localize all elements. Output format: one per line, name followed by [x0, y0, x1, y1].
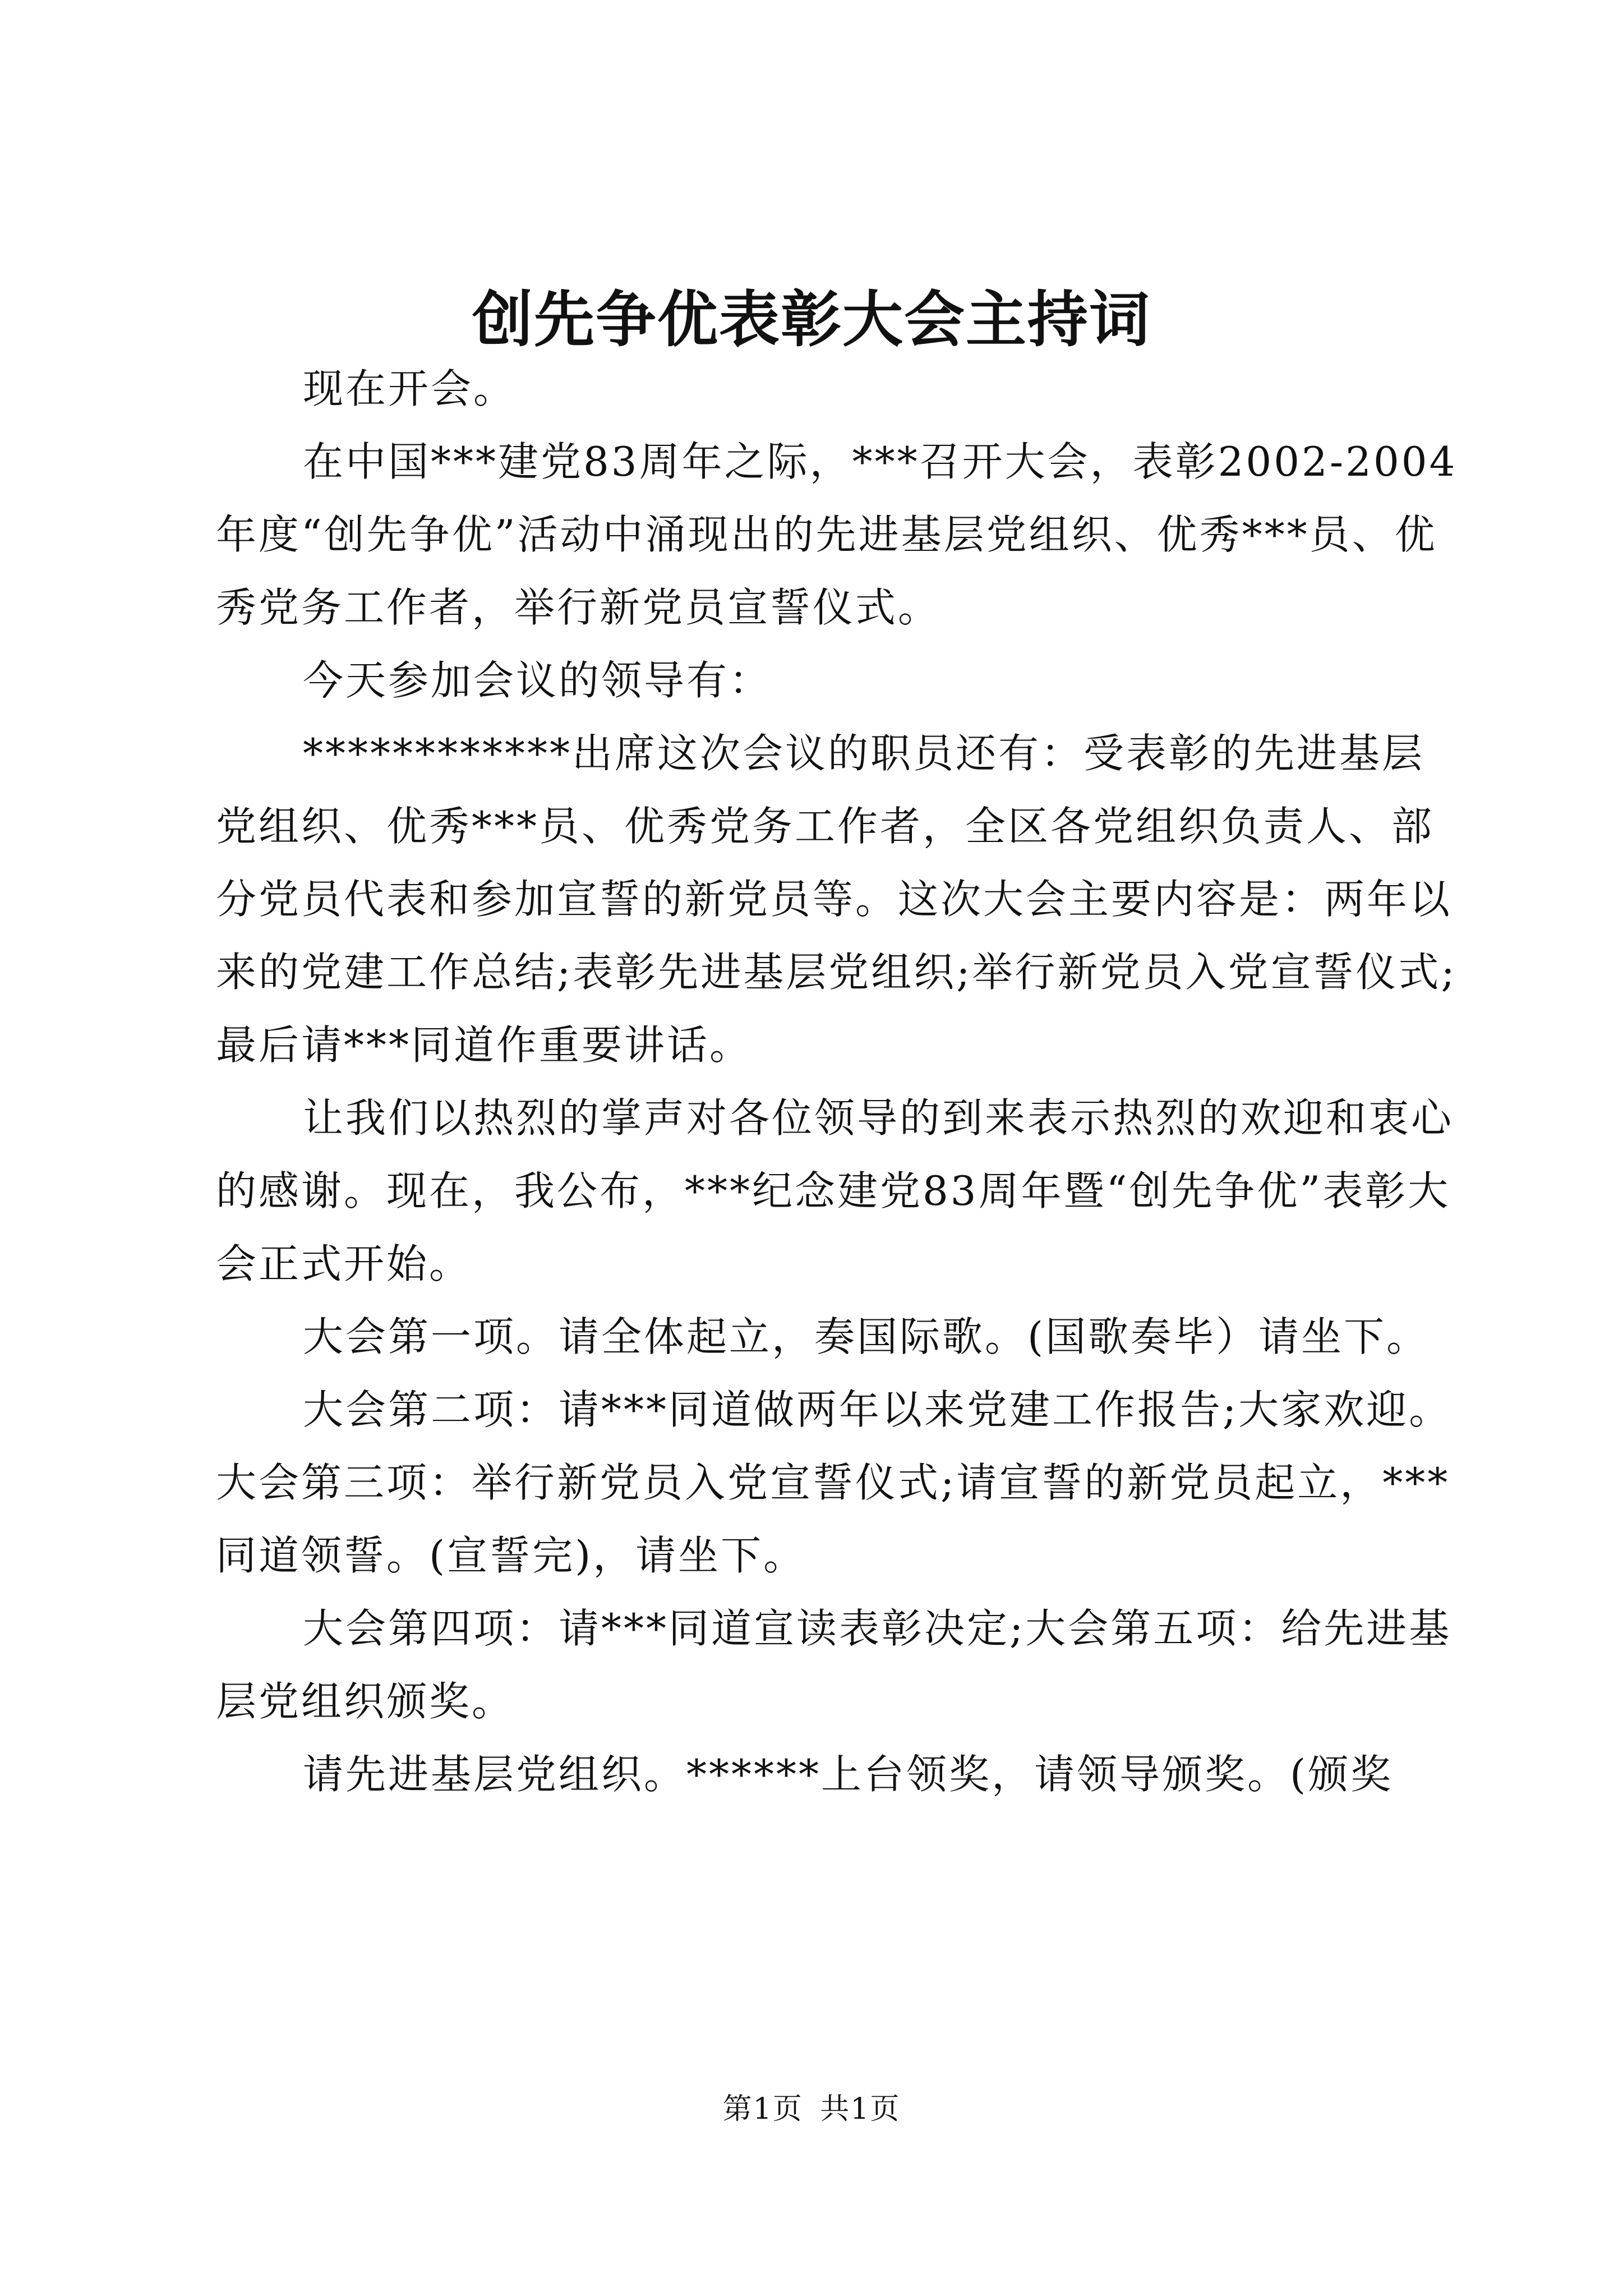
paragraph: 现在开会。 [303, 365, 517, 412]
paragraph: 让我们以热烈的掌声对各位领导的到来表示热烈的欢迎和衷心的感谢。现在，我公布，***纪念建党83周年暨“创先争优”表彰大会正式开始。 [216, 1094, 1454, 1287]
page-total: 共1页 [820, 2092, 901, 2126]
paragraph: ************出席这次会议的职员还有：受表彰的先进基层党组织、优秀***员、优秀党务工作者，全区各党组织负责人、部分党员代表和参加宣誓的新党员等。这次大会主要内容是：两年以来的党建工作总结;表彰先进基层党组织;举行新党员入党宣誓仪式;最后请***同道作重要讲话。 [216, 730, 1457, 1069]
document-body [216, 352, 1467, 1811]
page-footer [0, 2090, 1623, 2129]
paragraph: 在中国***建党83周年之际，***召开大会，表彰2002-2004年度“创先争优”活动中涌现出的先进基层党组织、优秀***员、优秀党务工作者，举行新党员宣誓仪式。 [216, 438, 1458, 631]
paragraph: 大会第一项。请全体起立，奏国际歌。(国歌奏毕）请坐下。 [303, 1313, 1430, 1360]
paragraph: 请先进基层党组织。******上台领奖，请领导颁奖。(颁奖 [303, 1751, 1394, 1798]
document-title: 创先争优表彰大会主持词 [472, 284, 1151, 355]
paragraph: 今天参加会议的领导有： [303, 657, 772, 704]
paragraph: 大会第四项：请***同道宣读表彰决定;大会第五项：给先进基层党组织颁奖。 [216, 1605, 1452, 1725]
page-number: 第1页 [722, 2092, 803, 2126]
paragraph: 大会第二项：请***同道做两年以来党建工作报告;大家欢迎。大会第三项：举行新党员入党宣誓仪式;请宣誓的新党员起立，***同道领誓。(宣誓完)，请坐下。 [216, 1386, 1452, 1579]
